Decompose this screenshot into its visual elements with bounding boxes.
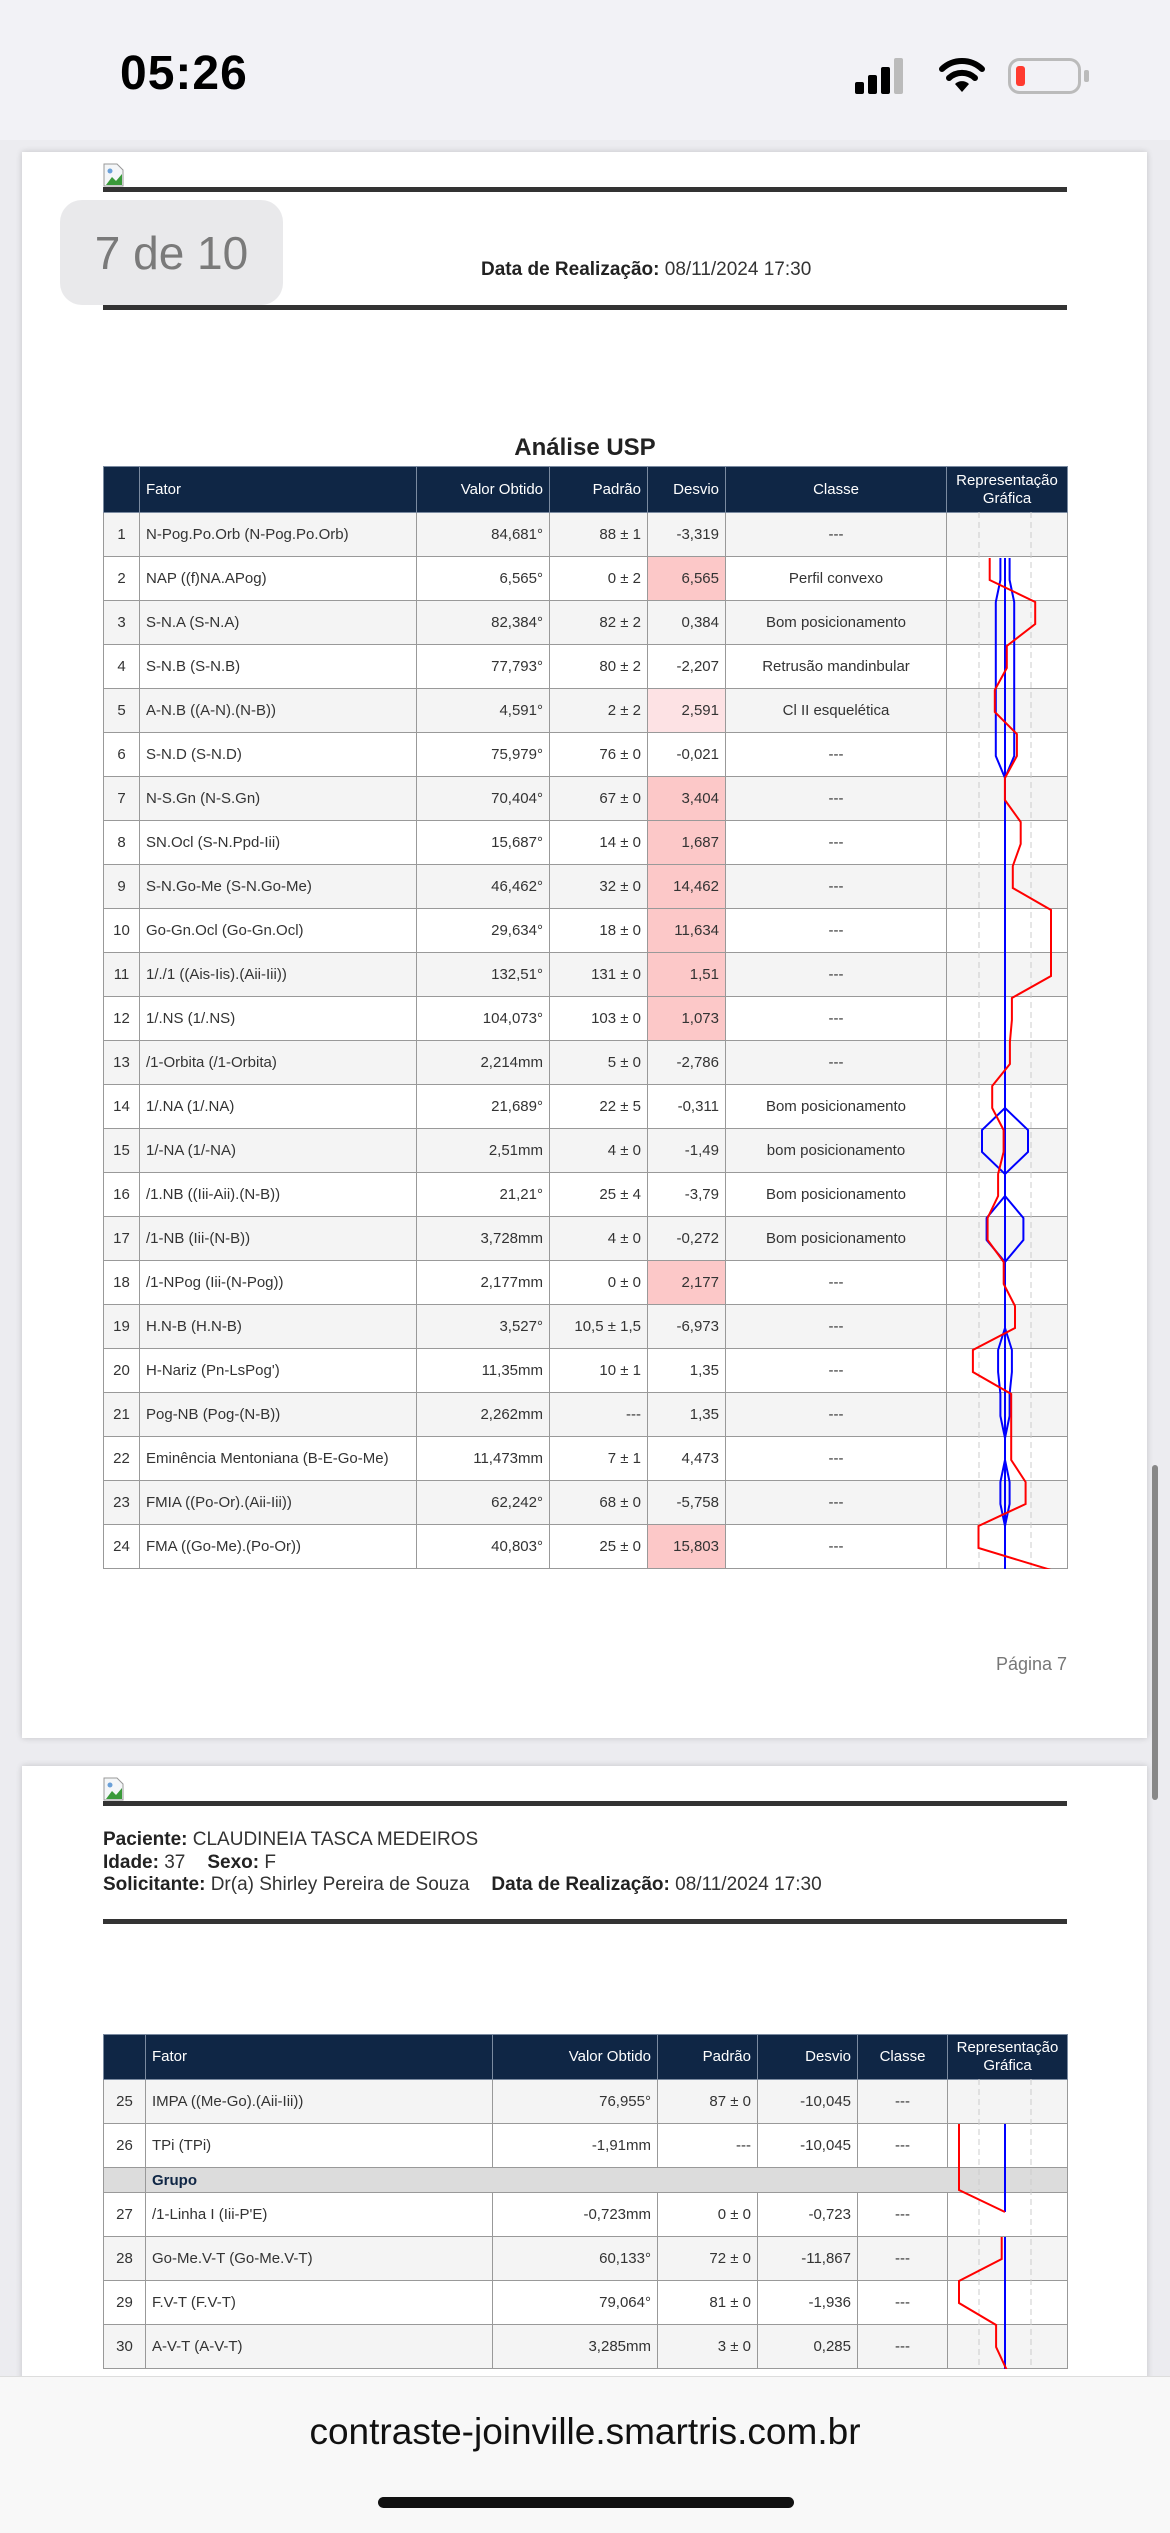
table-row — [104, 2281, 1068, 2325]
patient-line — [103, 1829, 478, 1851]
graph-cell — [948, 2193, 1068, 2237]
factor-name: H-Nariz (Pn-LsPog') — [140, 1349, 417, 1393]
status-bar — [0, 0, 1170, 140]
factor-name: /1-Linha I (Iii-P'E) — [146, 2193, 493, 2237]
deviation-value: 1,073 — [648, 997, 726, 1041]
standard-value: 103 ± 0 — [550, 997, 648, 1041]
deviation-value: 4,473 — [648, 1437, 726, 1481]
obtained-value: 3,527° — [417, 1305, 550, 1349]
class-label: --- — [726, 1393, 947, 1437]
obtained-value: -0,723mm — [493, 2193, 658, 2237]
graph-cell — [947, 953, 1068, 997]
table-row — [104, 821, 1068, 865]
group-label: Grupo — [146, 2168, 1068, 2193]
graph-cell — [948, 2080, 1068, 2124]
row-number: 23 — [104, 1481, 140, 1525]
standard-value: 25 ± 0 — [550, 1525, 648, 1569]
row-number: 15 — [104, 1129, 140, 1173]
obtained-value: 84,681° — [417, 513, 550, 557]
obtained-value: 75,979° — [417, 733, 550, 777]
table-row — [104, 557, 1068, 601]
class-label: --- — [858, 2193, 948, 2237]
standard-value: 0 ± 0 — [550, 1261, 648, 1305]
graph-cell — [947, 733, 1068, 777]
standard-value: 4 ± 0 — [550, 1129, 648, 1173]
factor-name: /1-Orbita (/1-Orbita) — [140, 1041, 417, 1085]
address-bar-url[interactable]: contraste-joinville.smartris.com.br — [309, 2411, 861, 2452]
deviation-value: -6,973 — [648, 1305, 726, 1349]
table-row — [104, 997, 1068, 1041]
table-row — [104, 1041, 1068, 1085]
table-row — [104, 733, 1068, 777]
home-indicator[interactable] — [378, 2497, 794, 2508]
class-label: Bom posicionamento — [726, 1217, 947, 1261]
standard-value: 7 ± 1 — [550, 1437, 648, 1481]
factor-name: S-N.A (S-N.A) — [140, 601, 417, 645]
table-row — [104, 1173, 1068, 1217]
group-number — [104, 2168, 146, 2193]
standard-value: 67 ± 0 — [550, 777, 648, 821]
col-header-desvio: Desvio — [648, 467, 726, 513]
standard-value: 0 ± 0 — [658, 2193, 758, 2237]
date-label: Data de Realização: — [481, 259, 660, 280]
graph-cell — [947, 1217, 1068, 1261]
col-header-number — [104, 467, 140, 513]
standard-value: 76 ± 0 — [550, 733, 648, 777]
deviation-value: -2,207 — [648, 645, 726, 689]
page-indicator: 7 de 10 — [60, 200, 283, 305]
header-rule — [103, 187, 1067, 192]
standard-value: 18 ± 0 — [550, 909, 648, 953]
factor-name: S-N.B (S-N.B) — [140, 645, 417, 689]
deviation-value: -10,045 — [758, 2080, 858, 2124]
standard-value: 10,5 ± 1,5 — [550, 1305, 648, 1349]
obtained-value: 62,242° — [417, 1481, 550, 1525]
standard-value: 81 ± 0 — [658, 2281, 758, 2325]
table-row — [104, 909, 1068, 953]
graph-cell — [948, 2237, 1068, 2281]
table-row — [104, 2237, 1068, 2281]
graph-cell — [948, 2281, 1068, 2325]
row-number: 9 — [104, 865, 140, 909]
date-line — [481, 259, 811, 281]
class-label: bom posicionamento — [726, 1129, 947, 1173]
deviation-value: 6,565 — [648, 557, 726, 601]
class-label: --- — [858, 2124, 948, 2168]
table-header-row — [104, 467, 1068, 513]
col-header-grafica: Representação Gráfica — [947, 467, 1068, 513]
graph-cell — [947, 1129, 1068, 1173]
scrollbar-thumb[interactable] — [1152, 1465, 1158, 1800]
analysis-title: Análise USP — [514, 434, 656, 461]
obtained-value: 60,133° — [493, 2237, 658, 2281]
obtained-value: 3,728mm — [417, 1217, 550, 1261]
row-number: 11 — [104, 953, 140, 997]
row-number: 30 — [104, 2325, 146, 2369]
deviation-value: -0,723 — [758, 2193, 858, 2237]
col-header-classe: Classe — [858, 2035, 948, 2080]
standard-value: 10 ± 1 — [550, 1349, 648, 1393]
deviation-value: -2,786 — [648, 1041, 726, 1085]
factor-name: /1-NPog (Iii-(N-Pog)) — [140, 1261, 417, 1305]
deviation-value: -1,49 — [648, 1129, 726, 1173]
row-number: 1 — [104, 513, 140, 557]
deviation-value: 2,591 — [648, 689, 726, 733]
graph-cell — [947, 1393, 1068, 1437]
page-8-table-viewport — [0, 2020, 1170, 2376]
row-number: 8 — [104, 821, 140, 865]
class-label: --- — [858, 2281, 948, 2325]
row-number: 20 — [104, 1349, 140, 1393]
standard-value: 22 ± 5 — [550, 1085, 648, 1129]
graph-cell — [947, 557, 1068, 601]
deviation-value: -5,758 — [648, 1481, 726, 1525]
deviation-value: -10,045 — [758, 2124, 858, 2168]
col-header-grafica: Representação Gráfica — [948, 2035, 1068, 2080]
row-number: 13 — [104, 1041, 140, 1085]
class-label: Cl II esquelética — [726, 689, 947, 733]
factor-name: A-N.B ((A-N).(N-B)) — [140, 689, 417, 733]
date-label: Data de Realização: — [491, 1874, 670, 1895]
date-value: 08/11/2024 17:30 — [664, 259, 812, 280]
browser-bottom-bar — [0, 2376, 1170, 2533]
obtained-value: 77,793° — [417, 645, 550, 689]
class-label: --- — [726, 953, 947, 997]
graph-cell — [947, 689, 1068, 733]
class-label: --- — [726, 1261, 947, 1305]
factor-name: 1/.NA (1/.NA) — [140, 1085, 417, 1129]
obtained-value: 46,462° — [417, 865, 550, 909]
sex-value: F — [264, 1852, 277, 1873]
obtained-value: 2,51mm — [417, 1129, 550, 1173]
age-sex-line — [103, 1852, 276, 1874]
standard-value: 4 ± 0 — [550, 1217, 648, 1261]
obtained-value: 11,35mm — [417, 1349, 550, 1393]
graph-cell — [947, 1085, 1068, 1129]
standard-value: 32 ± 0 — [550, 865, 648, 909]
factor-name: Go-Gn.Ocl (Go-Gn.Ocl) — [140, 909, 417, 953]
table-row — [104, 2193, 1068, 2237]
graph-cell — [947, 513, 1068, 557]
obtained-value: 21,689° — [417, 1085, 550, 1129]
class-label: Bom posicionamento — [726, 1085, 947, 1129]
standard-value: --- — [550, 1393, 648, 1437]
standard-value: 82 ± 2 — [550, 601, 648, 645]
deviation-value: -0,272 — [648, 1217, 726, 1261]
graph-cell — [948, 2124, 1068, 2168]
class-label: --- — [858, 2325, 948, 2369]
obtained-value: 40,803° — [417, 1525, 550, 1569]
deviation-value: -3,79 — [648, 1173, 726, 1217]
table-row — [104, 777, 1068, 821]
age-value: 37 — [164, 1852, 186, 1873]
class-label: --- — [726, 1349, 947, 1393]
row-number: 27 — [104, 2193, 146, 2237]
graph-cell — [947, 1437, 1068, 1481]
factor-name: Eminência Mentoniana (B-E-Go-Me) — [140, 1437, 417, 1481]
deviation-value: 11,634 — [648, 909, 726, 953]
col-header-valor: Valor Obtido — [493, 2035, 658, 2080]
factor-name: N-S.Gn (N-S.Gn) — [140, 777, 417, 821]
obtained-value: 29,634° — [417, 909, 550, 953]
status-time: 05:26 — [120, 47, 248, 100]
graph-cell — [947, 601, 1068, 645]
row-number: 25 — [104, 2080, 146, 2124]
standard-value: 68 ± 0 — [550, 1481, 648, 1525]
row-number: 26 — [104, 2124, 146, 2168]
row-number: 22 — [104, 1437, 140, 1481]
row-number: 21 — [104, 1393, 140, 1437]
graph-cell — [947, 1041, 1068, 1085]
col-header-padrao: Padrão — [658, 2035, 758, 2080]
class-label: --- — [858, 2080, 948, 2124]
graph-cell — [947, 909, 1068, 953]
broken-image-icon — [103, 1777, 125, 1801]
obtained-value: 132,51° — [417, 953, 550, 997]
standard-value: 0 ± 2 — [550, 557, 648, 601]
obtained-value: 15,687° — [417, 821, 550, 865]
table-row — [104, 1217, 1068, 1261]
deviation-value: 15,803 — [648, 1525, 726, 1569]
class-label: --- — [726, 1041, 947, 1085]
deviation-value: 0,285 — [758, 2325, 858, 2369]
deviation-value: -0,311 — [648, 1085, 726, 1129]
obtained-value: 4,591° — [417, 689, 550, 733]
graph-cell — [947, 821, 1068, 865]
obtained-value: 6,565° — [417, 557, 550, 601]
deviation-value: 1,35 — [648, 1349, 726, 1393]
factor-name: SN.Ocl (S-N.Ppd-Iii) — [140, 821, 417, 865]
factor-name: S-N.Go-Me (S-N.Go-Me) — [140, 865, 417, 909]
table-row — [104, 1261, 1068, 1305]
graph-cell — [947, 1261, 1068, 1305]
patient-label: Paciente: — [103, 1829, 188, 1850]
battery-low-icon — [1008, 58, 1092, 94]
factor-name: Pog-NB (Pog-(N-B)) — [140, 1393, 417, 1437]
factor-name: /1.NB ((Iii-Aii).(N-B)) — [140, 1173, 417, 1217]
class-label: --- — [858, 2237, 948, 2281]
graph-cell — [947, 645, 1068, 689]
col-header-fator: Fator — [146, 2035, 493, 2080]
table-row — [104, 513, 1068, 557]
col-header-classe: Classe — [726, 467, 947, 513]
col-header-fator: Fator — [140, 467, 417, 513]
table-row — [104, 1437, 1068, 1481]
page-footer: Página 7 — [995, 1654, 1067, 1674]
row-number: 18 — [104, 1261, 140, 1305]
deviation-value: -11,867 — [758, 2237, 858, 2281]
row-number: 12 — [104, 997, 140, 1041]
class-label: --- — [726, 733, 947, 777]
class-label: --- — [726, 1305, 947, 1349]
cellular-signal-icon — [855, 58, 907, 94]
graph-cell — [947, 1481, 1068, 1525]
group-row — [104, 2168, 1068, 2193]
wifi-icon — [938, 56, 986, 94]
graph-cell — [947, 1525, 1068, 1569]
obtained-value: 3,285mm — [493, 2325, 658, 2369]
table-row — [104, 1305, 1068, 1349]
analysis-table — [103, 466, 1068, 1569]
row-number: 10 — [104, 909, 140, 953]
class-label: --- — [726, 821, 947, 865]
table-row — [104, 1525, 1068, 1569]
class-label: --- — [726, 1525, 947, 1569]
factor-name: FMA ((Go-Me).(Po-Or)) — [140, 1525, 417, 1569]
standard-value: 87 ± 0 — [658, 2080, 758, 2124]
class-label: --- — [726, 1481, 947, 1525]
factor-name: N-Pog.Po.Orb (N-Pog.Po.Orb) — [140, 513, 417, 557]
factor-name: /1-NB (Iii-(N-B)) — [140, 1217, 417, 1261]
deviation-value: 14,462 — [648, 865, 726, 909]
obtained-value: 82,384° — [417, 601, 550, 645]
factor-name: IMPA ((Me-Go).(Aii-Iii)) — [146, 2080, 493, 2124]
class-label: --- — [726, 865, 947, 909]
row-number: 28 — [104, 2237, 146, 2281]
deviation-value: 1,51 — [648, 953, 726, 997]
standard-value: 88 ± 1 — [550, 513, 648, 557]
col-header-desvio: Desvio — [758, 2035, 858, 2080]
obtained-value: 79,064° — [493, 2281, 658, 2325]
graph-cell — [947, 1173, 1068, 1217]
class-label: Perfil convexo — [726, 557, 947, 601]
obtained-value: 2,177mm — [417, 1261, 550, 1305]
deviation-value: 1,687 — [648, 821, 726, 865]
row-number: 4 — [104, 645, 140, 689]
header-rule — [103, 1801, 1067, 1806]
class-label: --- — [726, 997, 947, 1041]
table-row — [104, 2080, 1068, 2124]
deviation-value: -1,936 — [758, 2281, 858, 2325]
standard-value: 3 ± 0 — [658, 2325, 758, 2369]
standard-value: --- — [658, 2124, 758, 2168]
table-row — [104, 1085, 1068, 1129]
row-number: 16 — [104, 1173, 140, 1217]
col-header-number — [104, 2035, 146, 2080]
table-row — [104, 2124, 1068, 2168]
header-rule — [103, 1919, 1067, 1924]
factor-name: 1/.NS (1/.NS) — [140, 997, 417, 1041]
row-number: 2 — [104, 557, 140, 601]
factor-name: H.N-B (H.N-B) — [140, 1305, 417, 1349]
row-number: 3 — [104, 601, 140, 645]
graph-cell — [947, 865, 1068, 909]
standard-value: 72 ± 0 — [658, 2237, 758, 2281]
table-header-row — [104, 2035, 1068, 2080]
standard-value: 14 ± 0 — [550, 821, 648, 865]
age-label: Idade: — [103, 1852, 159, 1873]
class-label: Bom posicionamento — [726, 601, 947, 645]
obtained-value: 21,21° — [417, 1173, 550, 1217]
deviation-value: 3,404 — [648, 777, 726, 821]
graph-cell — [947, 1305, 1068, 1349]
standard-value: 131 ± 0 — [550, 953, 648, 997]
class-label: --- — [726, 777, 947, 821]
obtained-value: 76,955° — [493, 2080, 658, 2124]
obtained-value: 104,073° — [417, 997, 550, 1041]
row-number: 6 — [104, 733, 140, 777]
factor-name: 1/./1 ((Ais-Iis).(Aii-Iii)) — [140, 953, 417, 997]
factor-name: A-V-T (A-V-T) — [146, 2325, 493, 2369]
deviation-value: -3,319 — [648, 513, 726, 557]
obtained-value: 2,214mm — [417, 1041, 550, 1085]
table-row — [104, 865, 1068, 909]
standard-value: 80 ± 2 — [550, 645, 648, 689]
obtained-value: 70,404° — [417, 777, 550, 821]
deviation-value: 2,177 — [648, 1261, 726, 1305]
factor-name: NAP ((f)NA.APog) — [140, 557, 417, 601]
row-number: 7 — [104, 777, 140, 821]
factor-name: S-N.D (S-N.D) — [140, 733, 417, 777]
standard-value: 2 ± 2 — [550, 689, 648, 733]
class-label: Retrusão mandinbular — [726, 645, 947, 689]
obtained-value: 11,473mm — [417, 1437, 550, 1481]
table-row — [104, 645, 1068, 689]
row-number: 17 — [104, 1217, 140, 1261]
row-number: 14 — [104, 1085, 140, 1129]
table-row — [104, 1481, 1068, 1525]
deviation-value: 1,35 — [648, 1393, 726, 1437]
row-number: 29 — [104, 2281, 146, 2325]
col-header-valor: Valor Obtido — [417, 467, 550, 513]
broken-image-icon — [103, 163, 125, 187]
requester-label: Solicitante: — [103, 1874, 206, 1895]
graph-cell — [947, 777, 1068, 821]
row-number: 19 — [104, 1305, 140, 1349]
col-header-padrao: Padrão — [550, 467, 648, 513]
graph-cell — [948, 2325, 1068, 2369]
table-row — [104, 2325, 1068, 2369]
patient-name: CLAUDINEIA TASCA MEDEIROS — [192, 1829, 479, 1850]
factor-name: Go-Me.V-T (Go-Me.V-T) — [146, 2237, 493, 2281]
sex-label: Sexo: — [207, 1852, 260, 1873]
standard-value: 5 ± 0 — [550, 1041, 648, 1085]
table-row — [104, 689, 1068, 733]
table-row — [104, 953, 1068, 997]
factor-name: TPi (TPi) — [146, 2124, 493, 2168]
factor-name: F.V-T (F.V-T) — [146, 2281, 493, 2325]
table-row — [104, 1393, 1068, 1437]
class-label: --- — [726, 909, 947, 953]
class-label: --- — [726, 1437, 947, 1481]
standard-value: 25 ± 4 — [550, 1173, 648, 1217]
requester-line — [103, 1874, 822, 1896]
table-row — [104, 1129, 1068, 1173]
deviation-value: -0,021 — [648, 733, 726, 777]
factor-name: 1/-NA (1/-NA) — [140, 1129, 417, 1173]
table-row — [104, 1349, 1068, 1393]
row-number: 5 — [104, 689, 140, 733]
requester-name: Dr(a) Shirley Pereira de Souza — [210, 1874, 470, 1895]
header-rule — [103, 305, 1067, 310]
analysis-table-continued — [103, 2034, 1068, 2369]
obtained-value: 2,262mm — [417, 1393, 550, 1437]
date-value: 08/11/2024 17:30 — [675, 1874, 822, 1895]
graph-cell — [947, 997, 1068, 1041]
deviation-value: 0,384 — [648, 601, 726, 645]
class-label: --- — [726, 513, 947, 557]
row-number: 24 — [104, 1525, 140, 1569]
class-label: Bom posicionamento — [726, 1173, 947, 1217]
graph-cell — [947, 1349, 1068, 1393]
table-row — [104, 601, 1068, 645]
obtained-value: -1,91mm — [493, 2124, 658, 2168]
factor-name: FMIA ((Po-Or).(Aii-Iii)) — [140, 1481, 417, 1525]
